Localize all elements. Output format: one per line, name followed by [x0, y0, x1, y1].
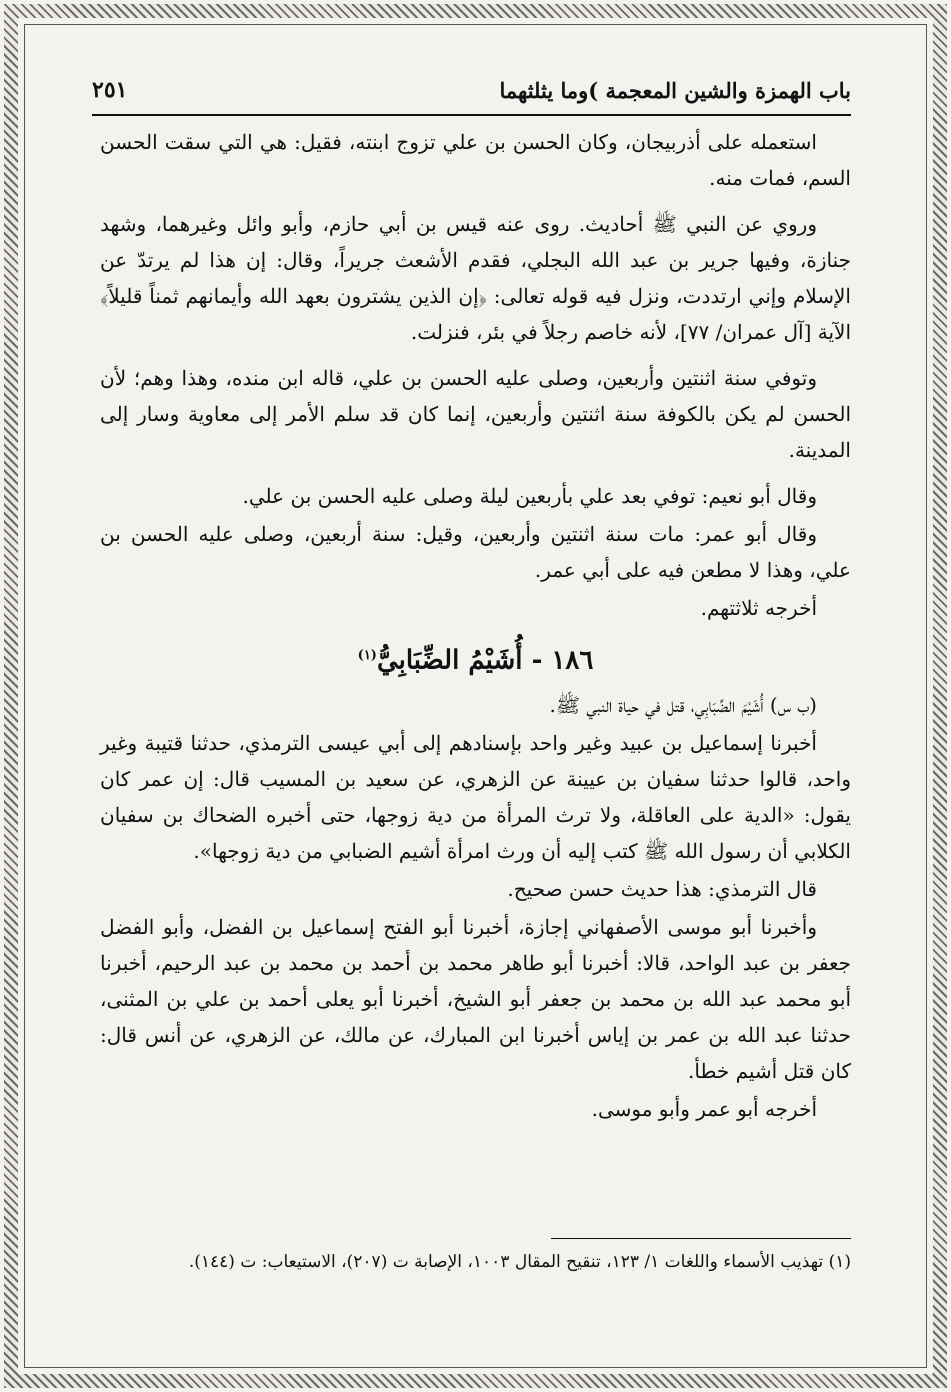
paragraph: وتوفي سنة اثنتين وأربعين، وصلى عليه الحسن بن علي، قاله ابن منده، وهذا وهم؛ لأن الحسن لم يكن بالكوفة سنة اثنتين وأربعين، إنما كان قد سلم الأمر إلى معاوية وسار إلى المدينة.	[100, 366, 851, 462]
paragraph: وقال أبو عمر: مات سنة اثنتين وأربعين، وقيل: سنة أربعين، وصلى عليه الحسن بن علي، وهذا لا مطعن فيه على أبي عمر.	[100, 522, 851, 582]
page-header	[92, 70, 851, 110]
paragraph: أخبرنا إسماعيل بن عبيد وغير واحد بإسنادهم إلى أبي عيسى الترمذي، حدثنا قتيبة وغير واحد، قالوا حدثنا سفيان بن عيينة عن الزهري، عن سعيد بن المسيب قال: إن عمر كان يقول: «الدية على العاقلة، ولا ترث المرأة من دية زوجها، حتى أخبره الضحاك بن سفيان الكلابي أن رسول الله ﷺ كتب إليه أن ورث امرأة أشيم الضبابي من دية زوجها».	[100, 730, 852, 863]
footnote-rule	[551, 1238, 851, 1239]
footnote-marker: (١)	[357, 648, 377, 663]
paragraph: قال الترمذي: هذا حديث حسن صحيح.	[507, 876, 817, 901]
paragraph: أخرجه ثلاثتهم.	[700, 596, 817, 620]
page-number: ٢٥١	[92, 77, 128, 103]
header-rule	[92, 114, 851, 116]
paragraph: استعمله على أذربيجان، وكان الحسن بن علي تزوج ابنته، فقيل: هي التي سقت الحسن السم، فمات منه.	[100, 130, 851, 190]
paragraph: (ب س) أُشَيْمَ الضِّبَابِي، قتل في حياة النبي ﷺ.	[549, 692, 817, 717]
running-title: باب الهمزة والشين المعجمة )وما يثلثهما	[499, 77, 851, 103]
paragraph: وأخبرنا أبو موسى الأصفهاني إجازة، أخبرنا أبو الفتح إسماعيل بن الفضل، وأبو الفضل جعفر بن عبد الواحد، قالا: أخبرنا أبو طاهر محمد بن أحمد بن محمد بن عبد الرحيم، أخبرنا أبو محمد عبد الله بن محمد بن جعفر أبو الشيخ، أخبرنا أبو يعلى أحمد بن علي بن المثنى، حدثنا عبد الله بن عمر بن إياس أخبرنا ابن المبارك، عن مالك، عن الزهري، عن أنس قال: كان قتل أشيم خطأ.	[100, 914, 851, 1083]
page-body	[100, 124, 851, 1129]
entry-heading	[100, 636, 851, 681]
entry-title: ١٨٦ - أُشَيْمُ الضِّبَابِيُّ	[376, 645, 594, 676]
paragraph: وروي عن النبي ﷺ أحاديث. روى عنه قيس بن أبي حازم، وأبو وائل وغيرهما، وشهد جنازة، وفيها جرير بن عبد الله البجلي، فقدم الأشعث جريراً، وقال: إن هذا لم يرتدّ عن الإسلام وإني ارتددت، ونزل فيه قوله تعالى: ﴿إن الذين يشترون بعهد الله وأيمانهم ثمناً قليلاً﴾ الآية [آل عمران/ ٧٧]، لأنه خاصم رجلاً في بئر، فنزلت.	[100, 212, 851, 344]
paragraph: أخرجه أبو عمر وأبو موسى.	[591, 1096, 817, 1121]
paragraph: وقال أبو نعيم: توفي بعد علي بأربعين ليلة وصلى عليه الحسن بن علي.	[242, 484, 817, 508]
footnote: (١) تهذيب الأسماء واللغات ١/ ١٢٣، تنقيح المقال ١٠٠٣، الإصابة ت (٢٠٧)، الاستيعاب: ت (١٤٤).	[188, 1252, 851, 1272]
